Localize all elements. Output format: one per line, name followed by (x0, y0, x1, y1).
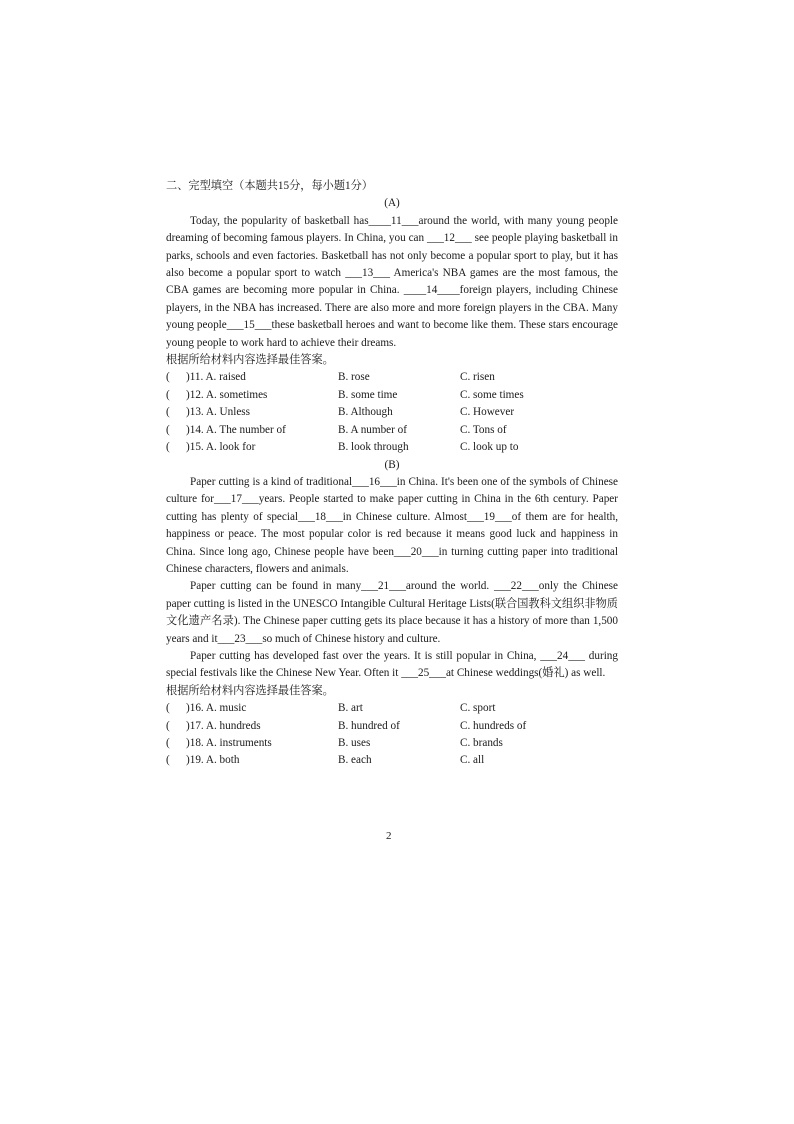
answer-paren[interactable]: ( (166, 754, 170, 767)
option-c: C. look up to (460, 441, 519, 454)
question-row (166, 404, 618, 421)
option-c: C. Tons of (460, 423, 507, 436)
question-row (166, 735, 618, 752)
option-b: B. each (338, 754, 372, 767)
part-a-label: (A) (384, 197, 400, 210)
option-c: C. However (460, 406, 515, 419)
option-a: )14. A. The number of (186, 423, 286, 436)
option-a: )16. A. music (186, 702, 247, 715)
question-row (166, 752, 618, 769)
part-a-instruction: 根据所给材料内容选择最佳答案。 (166, 354, 334, 367)
part-b-passage-3: Paper cutting has developed fast over the years. It is still popular in China, ___24___ during special festivals like the Chinese New Year. Often it ___25___at Chinese weddings(婚礼) as well. (166, 649, 618, 680)
answer-paren[interactable]: ( (166, 423, 170, 436)
option-a: )17. A. hundreds (186, 719, 261, 732)
option-a: )19. A. both (186, 754, 240, 767)
option-b: B. hundred of (338, 719, 400, 732)
option-b: B. A number of (338, 423, 407, 436)
option-c: C. risen (460, 371, 495, 384)
option-b: B. rose (338, 371, 370, 384)
option-c: C. brands (460, 737, 503, 749)
option-c: C. sport (460, 702, 496, 715)
option-a: )11. A. raised (186, 371, 246, 384)
question-row (166, 422, 618, 439)
page-number: 2 (386, 830, 392, 842)
option-a: )15. A. look for (186, 441, 256, 454)
option-b: B. art (338, 702, 363, 715)
option-a: )18. A. instruments (186, 737, 272, 749)
answer-paren[interactable]: ( (166, 371, 170, 384)
option-b: B. some time (338, 388, 398, 401)
part-b-passage-2: Paper cutting can be found in many___21___around the world. ___22___only the Chinese paper cutting is listed in the UNESCO Intangible Cultural Heritage Lists(联合国教科文组织非物质文化遗产名录). The Chinese paper cutting gets its place because it has a history of more than 1,500 years and it___23___so much of Chinese history and culture. (166, 580, 618, 645)
option-a: )13. A. Unless (186, 406, 251, 419)
answer-paren[interactable]: ( (166, 441, 170, 454)
question-row (166, 718, 618, 735)
option-a: )12. A. sometimes (186, 388, 268, 401)
part-b-passage-1: Paper cutting is a kind of traditional___16___in China. It's been one of the symbols of Chinese culture for___17___years. People started to make paper cutting in China in the 6th century. Paper cutting has plenty of special___18___in Chinese culture. Almost___19___of them are for health, happiness or peace. The most popular color is red because it means good luck and happiness in China. Since long ago, Chinese people have been___20___in turning cutting paper into traditional Chinese characters, flowers and animals. (166, 475, 618, 575)
question-row (166, 387, 618, 404)
part-b-label: (B) (384, 458, 400, 471)
option-b: B. uses (338, 737, 371, 749)
answer-paren[interactable]: ( (166, 719, 170, 732)
option-b: B. Although (338, 406, 393, 419)
option-c: C. all (460, 754, 485, 767)
answer-paren[interactable]: ( (166, 388, 170, 401)
answer-paren[interactable]: ( (166, 702, 170, 715)
question-row (166, 700, 618, 717)
cloze-section (166, 178, 618, 770)
answer-paren[interactable]: ( (166, 406, 170, 419)
section-title: 二、完型填空（本题共15分，每小题1分） (166, 180, 373, 192)
part-b-instruction: 根据所给材料内容选择最佳答案。 (166, 684, 334, 697)
option-c: C. some times (460, 388, 524, 401)
question-row (166, 369, 618, 386)
option-c: C. hundreds of (460, 719, 527, 732)
answer-paren[interactable]: ( (166, 737, 170, 749)
part-a-passage: Today, the popularity of basketball has____11___around the world, with many young people dreaming of becoming famous players. In China, you can ___12___ see people playing basketball in parks, schools and even factories. Basketball has not only become a popular sport to play, but it has also become a popular sport to watch ___13___ America's NBA games are the most famous, the CBA games are becoming more popular in China. ____14____foreign players, including Chinese players, in the NBA has increased. There are also more and more foreign players in the CBA. Many young people___15___these basketball heroes and want to become like them. These stars encourage young people to work hard to achieve their dreams. (166, 214, 618, 349)
question-row (166, 439, 618, 456)
option-b: B. look through (338, 441, 409, 454)
